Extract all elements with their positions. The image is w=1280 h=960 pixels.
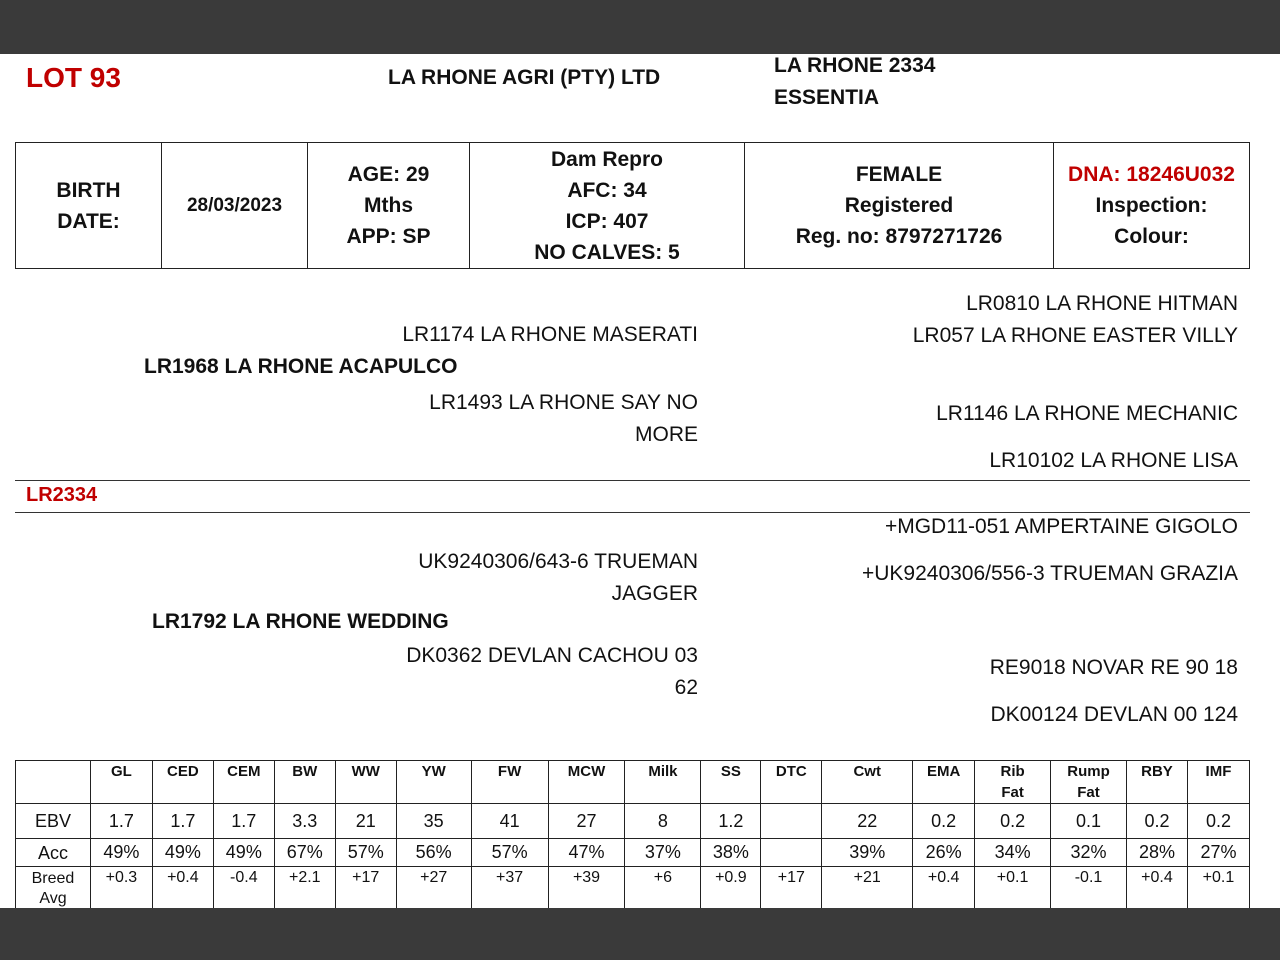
- ebv-cell: 1.7: [90, 804, 152, 839]
- ebv-cell: +0.4: [152, 867, 213, 910]
- age-line1: AGE: 29: [347, 163, 430, 186]
- dam: LR1792 LA RHONE WEDDING: [152, 610, 449, 633]
- colour-label: Colour:: [1114, 225, 1189, 248]
- ebv-cell: 49%: [90, 839, 152, 867]
- ebv-cell: 0.2: [1126, 804, 1187, 839]
- ebv-cell: +39: [548, 867, 625, 910]
- ebv-cell: 0.2: [975, 804, 1051, 839]
- ebv-cell: 56%: [396, 839, 471, 867]
- ebv-cell: 37%: [625, 839, 701, 867]
- ebv-cell: +2.1: [274, 867, 335, 910]
- ebv-column-header: YW: [396, 761, 471, 804]
- dam-dam-sire: RE9018 NOVAR RE 90 18: [989, 656, 1238, 679]
- age-line3: APP: SP: [346, 225, 431, 248]
- ebv-cell: -0.4: [213, 867, 274, 910]
- ebv-row-label: Breed Avg: [16, 867, 91, 910]
- ebv-column-header: FW: [471, 761, 548, 804]
- company-name: LA RHONE AGRI (PTY) LTD: [388, 66, 661, 89]
- dna-cell: [1054, 143, 1250, 269]
- ebv-cell: 1.7: [152, 804, 213, 839]
- sire-dam-sire: LR1146 LA RHONE MECHANIC: [936, 402, 1238, 425]
- divider-top: [15, 480, 1250, 481]
- dam-repro-line1: Dam Repro: [550, 147, 664, 171]
- ebv-cell: 21: [335, 804, 396, 839]
- dam-sire: [418, 546, 698, 610]
- sire-sire-dam: LR057 LA RHONE EASTER VILLY: [912, 324, 1238, 347]
- ebv-column-header: DTC: [761, 761, 822, 804]
- birth-label-line1: BIRTH: [56, 178, 121, 202]
- ebv-cell: 0.2: [1187, 804, 1249, 839]
- birth-date-value: 28/03/2023: [162, 143, 308, 269]
- ebv-column-header: WW: [335, 761, 396, 804]
- ebv-column-header: BW: [274, 761, 335, 804]
- ebv-column-header: MCW: [548, 761, 625, 804]
- ebv-cell: +0.4: [913, 867, 975, 910]
- ebv-header-row: [16, 761, 1250, 804]
- ebv-cell: +0.1: [975, 867, 1051, 910]
- dam-sire-dam: +UK9240306/556-3 TRUEMAN GRAZIA: [861, 562, 1238, 585]
- sire: LR1968 LA RHONE ACAPULCO: [144, 355, 458, 378]
- ebv-cell: +37: [471, 867, 548, 910]
- ebv-cell: 22: [822, 804, 913, 839]
- ebv-cell: 27: [548, 804, 625, 839]
- reg-number: Reg. no: 8797271726: [795, 225, 1003, 248]
- ebv-column-header: Milk: [625, 761, 701, 804]
- dam-sire-line2: JAGGER: [611, 582, 698, 605]
- ebv-cell: 28%: [1126, 839, 1187, 867]
- ebv-row: [16, 804, 1250, 839]
- lot-number: LOT 93: [26, 62, 121, 93]
- ebv-cell: [761, 804, 822, 839]
- sire-dam-line1: LR1493 LA RHONE SAY NO: [429, 391, 698, 414]
- registration-cell: [745, 143, 1054, 269]
- ebv-table: [15, 760, 1250, 910]
- ebv-cell: +17: [761, 867, 822, 910]
- top-bar: [0, 0, 1280, 54]
- ebv-cell: +21: [822, 867, 913, 910]
- ebv-cell: 47%: [548, 839, 625, 867]
- ebv-cell: +6: [625, 867, 701, 910]
- ebv-cell: +0.9: [701, 867, 761, 910]
- inspection-label: Inspection:: [1095, 194, 1208, 217]
- animal-name-line2: ESSENTIA: [774, 86, 880, 109]
- ebv-column-header: GL: [90, 761, 152, 804]
- ebv-cell: 57%: [335, 839, 396, 867]
- ebv-cell: 39%: [822, 839, 913, 867]
- dam-dam: [406, 640, 698, 704]
- ebv-column-header: CED: [152, 761, 213, 804]
- dam-dam-line2: 62: [674, 676, 698, 699]
- sex-value: FEMALE: [855, 163, 943, 186]
- dam-dam-dam: DK00124 DEVLAN 00 124: [990, 703, 1238, 726]
- sire-dam-line2: MORE: [635, 423, 698, 446]
- birth-date-label: [16, 143, 162, 269]
- ebv-column-header: SS: [701, 761, 761, 804]
- animal-name: [774, 50, 935, 114]
- ebv-cell: +27: [396, 867, 471, 910]
- dna-value: DNA: 18246U032: [1068, 163, 1235, 186]
- animal-id: LR2334: [26, 484, 98, 506]
- age-line2: Mths: [364, 194, 413, 217]
- ebv-row-label: Acc: [16, 839, 91, 867]
- ebv-column-header: EMA: [913, 761, 975, 804]
- sire-dam-dam: LR10102 LA RHONE LISA: [989, 449, 1238, 472]
- dam-dam-line1: DK0362 DEVLAN CACHOU 03: [406, 644, 698, 667]
- ebv-cell: 41: [471, 804, 548, 839]
- ebv-cell: 8: [625, 804, 701, 839]
- ebv-cell: 0.1: [1051, 804, 1127, 839]
- ebv-cell: +0.1: [1187, 867, 1249, 910]
- ebv-cell: 34%: [975, 839, 1051, 867]
- sire-dam: [429, 387, 698, 451]
- dam-repro-line3: ICP: 407: [565, 209, 649, 233]
- ebv-cell: +0.3: [90, 867, 152, 910]
- bottom-bar: [0, 908, 1280, 960]
- ebv-cell: -0.1: [1051, 867, 1127, 910]
- birth-label-line2: DATE:: [57, 209, 120, 233]
- ebv-cell: 57%: [471, 839, 548, 867]
- ebv-column-header: Cwt: [822, 761, 913, 804]
- ebv-cell: 1.2: [701, 804, 761, 839]
- ebv-row-label: EBV: [16, 804, 91, 839]
- ebv-cell: [761, 839, 822, 867]
- ebv-cell: 67%: [274, 839, 335, 867]
- animal-name-line1: LA RHONE 2334: [774, 54, 936, 77]
- ebv-column-header: CEM: [213, 761, 274, 804]
- registered-status: Registered: [844, 194, 954, 217]
- acc-row: [16, 839, 1250, 867]
- ebv-cell: 32%: [1051, 839, 1127, 867]
- ebv-cell: 38%: [701, 839, 761, 867]
- dam-sire-line1: UK9240306/643-6 TRUEMAN: [418, 550, 698, 573]
- ebv-cell: 49%: [213, 839, 274, 867]
- dam-repro-line2: AFC: 34: [567, 178, 647, 202]
- dam-repro-cell: [470, 143, 745, 269]
- dam-repro-line4: NO CALVES: 5: [534, 240, 680, 264]
- ebv-column-header: Rump Fat: [1051, 761, 1127, 804]
- ebv-cell: +0.4: [1126, 867, 1187, 910]
- ebv-cell: +17: [335, 867, 396, 910]
- age-cell: [308, 143, 470, 269]
- ebv-column-header: RBY: [1126, 761, 1187, 804]
- ebv-cell: 49%: [152, 839, 213, 867]
- sire-sire: LR1174 LA RHONE MASERATI: [402, 323, 698, 346]
- dam-sire-sire: +MGD11-051 AMPERTAINE GIGOLO: [884, 515, 1238, 538]
- ebv-column-header: Rib Fat: [975, 761, 1051, 804]
- breed-avg-row: [16, 867, 1250, 910]
- ebv-cell: 26%: [913, 839, 975, 867]
- ebv-cell: 35: [396, 804, 471, 839]
- info-table: [15, 142, 1250, 269]
- ebv-cell: 27%: [1187, 839, 1249, 867]
- ebv-cell: 0.2: [913, 804, 975, 839]
- ebv-cell: 1.7: [213, 804, 274, 839]
- sire-sire-sire: LR0810 LA RHONE HITMAN: [966, 292, 1238, 315]
- ebv-column-header: IMF: [1187, 761, 1249, 804]
- divider-bottom: [15, 512, 1250, 513]
- ebv-cell: 3.3: [274, 804, 335, 839]
- ebv-corner-cell: [16, 761, 91, 804]
